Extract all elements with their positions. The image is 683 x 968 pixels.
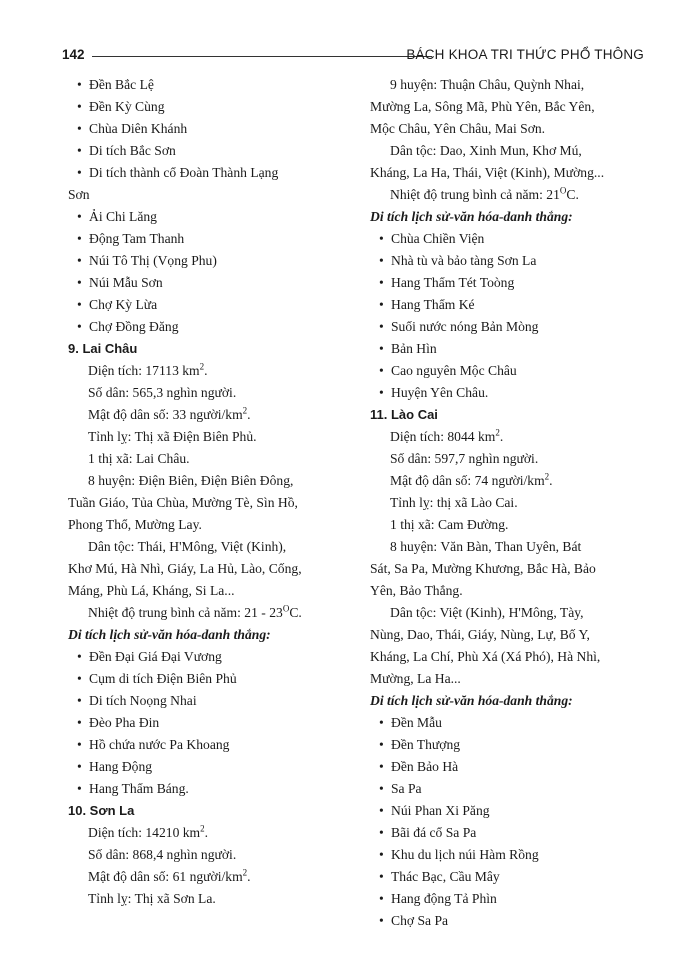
ethnic-line: Kháng, La Chí, Phù Xá (Xá Phó), Hà Nhì, [370, 649, 601, 664]
ethnic-line: Dân tộc: Dao, Xinh Mun, Khơ Mú, [390, 143, 582, 158]
density-line: Mật độ dân số: 61 người/$km^2$. [88, 867, 251, 884]
capital-line: Tỉnh lỵ: thị xã Lào Cai. [390, 495, 518, 510]
area-line: Diện tích: 14210 $km^2$. [88, 823, 209, 840]
header-rule [92, 56, 432, 57]
sites-heading: Di tích lịch sử-văn hóa-danh thắng: [370, 693, 573, 708]
list-item: • Hang Thẩm Báng. [68, 778, 351, 800]
districts-line: Mường La, Sông Mã, Phù Yên, Bắc Yên, [370, 99, 595, 114]
list-item: • Chợ Kỳ Lừa [68, 294, 351, 316]
districts-line: Tuần Giáo, Tủa Chùa, Mường Tè, Sìn Hồ, [68, 495, 298, 510]
list-item: • Núi Phan Xi Păng [370, 800, 644, 822]
population-line: Số dân: 565,3 nghìn người. [88, 385, 237, 400]
list-item: • Thác Bạc, Cầu Mây [370, 866, 644, 888]
list-item: • Suối nước nóng Bản Mòng [370, 316, 644, 338]
list-item: • Chùa Chiền Viện [370, 228, 644, 250]
list-item: • Đền Mẫu [370, 712, 644, 734]
districts-line: 8 huyện: Điện Biên, Điện Biên Đông, [88, 473, 294, 488]
ethnic-line: Dân tộc: Việt (Kinh), H'Mông, Tày, [390, 605, 584, 620]
list-item: • Cụm di tích Điện Biên Phủ [68, 668, 351, 690]
list-item: • Ải Chi Lăng [68, 206, 351, 228]
districts-line: Sát, Sa Pa, Mường Khương, Bắc Hà, Bảo [370, 561, 596, 576]
page-number: 142 [62, 47, 85, 62]
left-column [68, 74, 351, 910]
list-item: • Hang Thẩm Ké [370, 294, 644, 316]
density-line: Mật độ dân số: 33 người/$km^2$. [88, 405, 251, 422]
list-item: • Hang động Tả Phìn [370, 888, 644, 910]
list-item: • Chùa Diên Khánh [68, 118, 351, 140]
list-item: • Đền Thượng [370, 734, 644, 756]
ethnic-line: Máng, Phù Lá, Kháng, Si La... [68, 583, 235, 598]
list-item: • Chợ Đồng Đăng [68, 316, 351, 338]
list-item: • Huyện Yên Châu. [370, 382, 644, 404]
districts-line: 9 huyện: Thuận Châu, Quỳnh Nhai, [390, 77, 585, 92]
list-item: • Đền Kỳ Cùng [68, 96, 351, 118]
list-item-continuation: Sơn [68, 187, 90, 202]
ethnic-line: Khơ Mú, Hà Nhì, Giáy, La Hủ, Lào, Cống, [68, 561, 302, 576]
list-item: • Đền Đại Giá Đại Vương [68, 646, 351, 668]
list-item: • Sa Pa [370, 778, 644, 800]
temperature-line: Nhiệt độ trung bình cả năm: $21^OC$. [390, 185, 579, 202]
section-heading-lai-chau: 9. Lai Châu [68, 341, 138, 356]
page-header [62, 44, 644, 66]
population-line: Số dân: 868,4 nghìn người. [88, 847, 237, 862]
list-item: • Đền Bắc Lệ [68, 74, 351, 96]
list-item: • Di tích thành cổ Đoàn Thành Lạng [68, 162, 351, 184]
temperature-line: Nhiệt độ trung bình cả năm: $21 - 23^OC$. [88, 603, 302, 620]
right-column [370, 74, 644, 932]
sites-heading: Di tích lịch sử-văn hóa-danh thắng: [68, 627, 271, 642]
list-item: • Hang Thẩm Tét Toòng [370, 272, 644, 294]
ethnic-line: Dân tộc: Thái, H'Mông, Việt (Kinh), [88, 539, 287, 554]
area-line: Diện tích: 8044 $km^2$. [390, 427, 504, 444]
list-item: • Cao nguyên Mộc Châu [370, 360, 644, 382]
population-line: Số dân: 597,7 nghìn người. [390, 451, 539, 466]
area-line: Diện tích: 17113 $km^2$. [88, 361, 208, 378]
list-item: • Hồ chứa nước Pa Khoang [68, 734, 351, 756]
list-item: • Chợ Sa Pa [370, 910, 644, 932]
towns-line: 1 thị xã: Cam Đường. [390, 517, 509, 532]
list-item: • Hang Động [68, 756, 351, 778]
list-item: • Di tích Noọng Nhai [68, 690, 351, 712]
districts-line: Mộc Châu, Yên Châu, Mai Sơn. [370, 121, 546, 136]
capital-line: Tỉnh lỵ: Thị xã Điện Biên Phủ. [88, 429, 257, 444]
districts-line: 8 huyện: Văn Bàn, Than Uyên, Bát [390, 539, 582, 554]
sites-heading: Di tích lịch sử-văn hóa-danh thắng: [370, 209, 573, 224]
section-heading-son-la: 10. Sơn La [68, 803, 135, 818]
towns-line: 1 thị xã: Lai Châu. [88, 451, 190, 466]
list-item: • Nhà tù và bảo tàng Sơn La [370, 250, 644, 272]
list-item: • Bãi đá cổ Sa Pa [370, 822, 644, 844]
list-item: • Đèo Pha Đin [68, 712, 351, 734]
ethnic-line: Mường, La Ha... [370, 671, 461, 686]
list-item: • Núi Tô Thị (Vọng Phu) [68, 250, 351, 272]
density-line: Mật độ dân số: 74 người/$km^2$. [390, 471, 553, 488]
capital-line: Tỉnh lỵ: Thị xã Sơn La. [88, 891, 216, 906]
districts-line: Yên, Bảo Thắng. [370, 583, 463, 598]
list-item: • Khu du lịch núi Hàm Rồng [370, 844, 644, 866]
list-item: • Núi Mẫu Sơn [68, 272, 351, 294]
ethnic-line: Nùng, Dao, Thái, Giáy, Nùng, Lự, Bố Y, [370, 627, 590, 642]
ethnic-line: Kháng, La Ha, Thái, Việt (Kinh), Mường... [370, 165, 605, 180]
section-heading-lao-cai: 11. Lào Cai [370, 407, 438, 422]
list-item: • Động Tam Thanh [68, 228, 351, 250]
list-item: • Di tích Bắc Sơn [68, 140, 351, 162]
districts-line: Phong Thổ, Mường Lay. [68, 517, 202, 532]
list-item: • Đền Bảo Hà [370, 756, 644, 778]
running-title: BÁCH KHOA TRI THỨC PHỔ THÔNG [406, 47, 644, 62]
list-item: • Bản Hìn [370, 338, 644, 360]
